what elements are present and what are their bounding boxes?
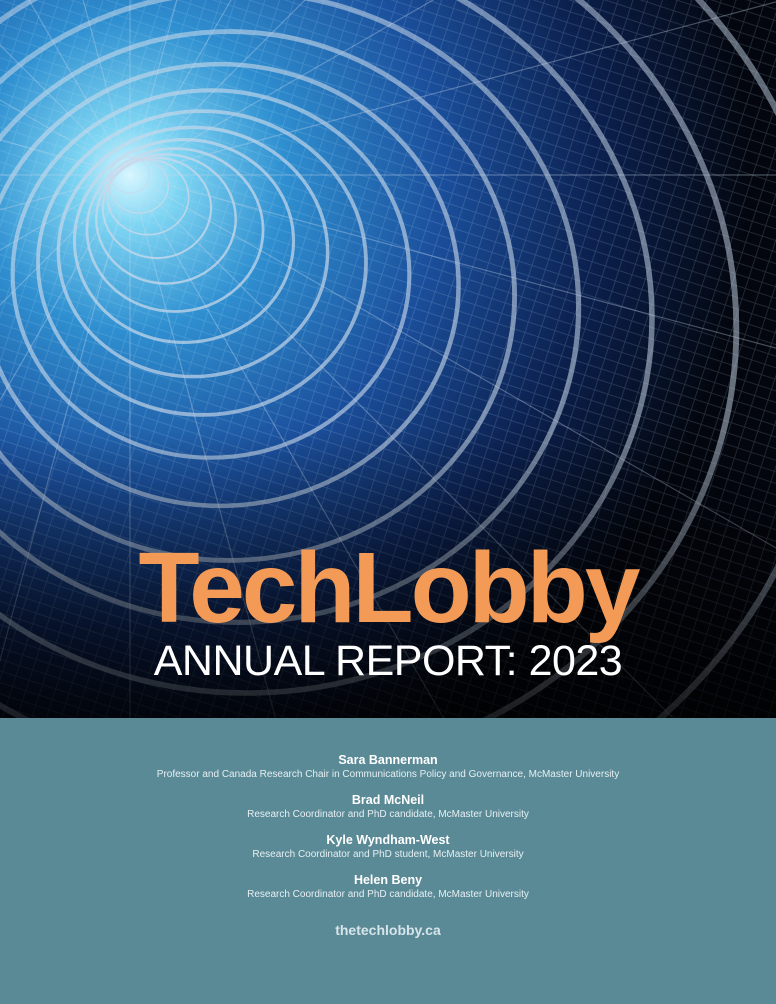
author-name: Kyle Wyndham-West: [326, 833, 450, 847]
author-role: Research Coordinator and PhD candidate, McMaster University: [247, 889, 529, 900]
report-title: TechLobby: [138, 532, 638, 644]
author-block: [0, 753, 776, 781]
author-name: Sara Bannerman: [338, 753, 438, 767]
author-role: Research Coordinator and PhD student, McMaster University: [252, 849, 524, 860]
website-link[interactable]: thetechlobby.ca: [335, 922, 441, 938]
author-block: [0, 833, 776, 861]
author-block: [0, 793, 776, 821]
author-role: Research Coordinator and PhD candidate, McMaster University: [247, 809, 529, 820]
authors-band: [0, 718, 776, 1004]
report-subtitle: ANNUAL REPORT: 2023: [153, 637, 623, 685]
author-block: [0, 873, 776, 901]
author-name: Brad McNeil: [351, 793, 425, 807]
author-name: Helen Beny: [353, 873, 423, 887]
author-role: Professor and Canada Research Chair in Communications Policy and Governance, McMaster University: [156, 769, 620, 780]
